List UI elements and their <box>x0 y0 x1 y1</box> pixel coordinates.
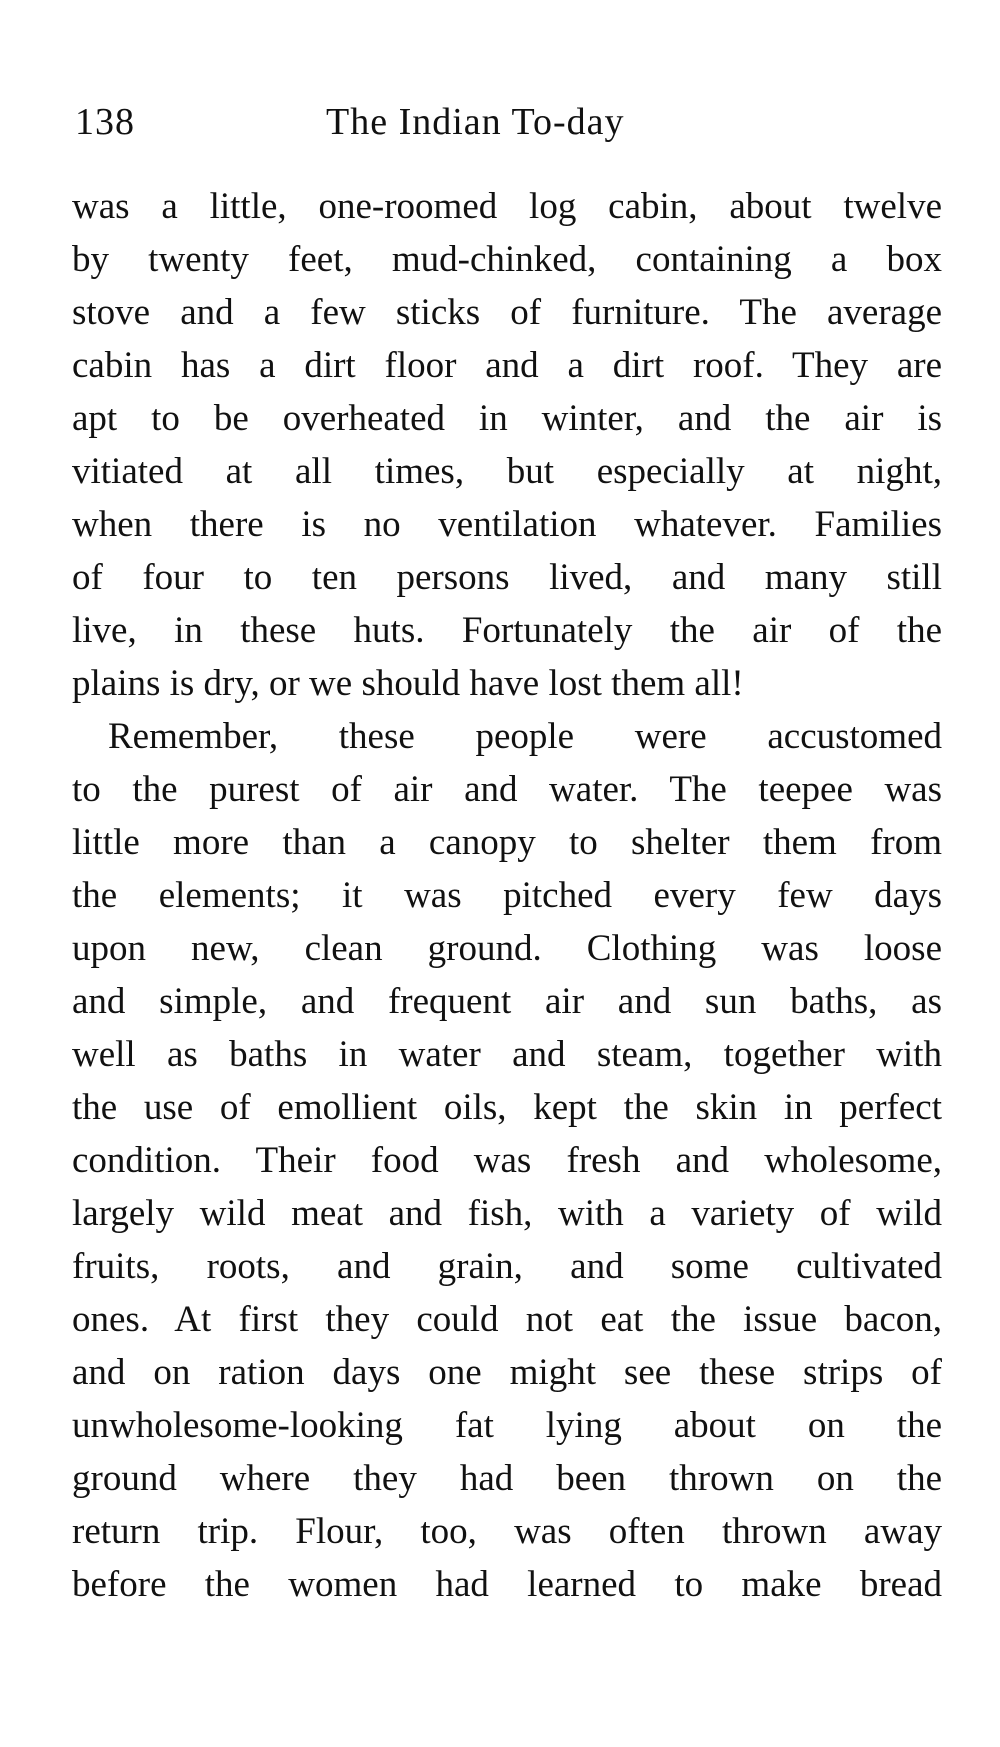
text-line: ground where they had been thrown on the <box>72 1458 942 1499</box>
text-line: stove and a few sticks of furniture. The average <box>72 292 942 333</box>
body-text <box>72 180 942 1611</box>
text-line: of four to ten persons lived, and many still <box>72 557 942 598</box>
text-line: and on ration days one might see these strips of <box>72 1352 942 1393</box>
text-line: fruits, roots, and grain, and some cultivated <box>72 1246 942 1287</box>
text-line: return trip. Flour, too, was often thrown away <box>72 1511 942 1552</box>
running-title: The Indian To-day <box>326 101 625 143</box>
text-line: ones. At first they could not eat the issue bacon, <box>72 1299 942 1340</box>
text-line: upon new, clean ground. Clothing was loose <box>72 928 942 969</box>
text-line: live, in these huts. Fortunately the air of the <box>72 610 942 651</box>
paragraph <box>72 710 942 1611</box>
paragraph <box>72 180 942 710</box>
text-line: by twenty feet, mud-chinked, containing a box <box>72 239 942 280</box>
text-line: cabin has a dirt floor and a dirt roof. They are <box>72 345 942 386</box>
text-line: when there is no ventilation whatever. Families <box>72 504 942 545</box>
text-line: apt to be overheated in winter, and the air is <box>72 398 942 439</box>
text-line: Remember, these people were accustomed <box>108 716 942 757</box>
text-line: little more than a canopy to shelter them from <box>72 822 942 863</box>
text-line: vitiated at all times, but especially at night, <box>72 451 942 492</box>
running-head <box>75 100 945 160</box>
text-line: before the women had learned to make bread <box>72 1564 942 1605</box>
text-line: plains is dry, or we should have lost them all! <box>72 663 744 704</box>
text-line: condition. Their food was fresh and wholesome, <box>72 1140 942 1181</box>
text-line: largely wild meat and fish, with a variety of wild <box>72 1193 942 1234</box>
page-number: 138 <box>75 101 135 143</box>
text-line: well as baths in water and steam, together with <box>72 1034 942 1075</box>
text-line: the use of emollient oils, kept the skin in perfect <box>72 1087 942 1128</box>
text-line: the elements; it was pitched every few days <box>72 875 942 916</box>
text-line: was a little, one-roomed log cabin, about twelve <box>72 186 942 227</box>
text-line: and simple, and frequent air and sun baths, as <box>72 981 942 1022</box>
text-line: to the purest of air and water. The teepee was <box>72 769 942 810</box>
text-line: unwholesome-looking fat lying about on the <box>72 1405 942 1446</box>
